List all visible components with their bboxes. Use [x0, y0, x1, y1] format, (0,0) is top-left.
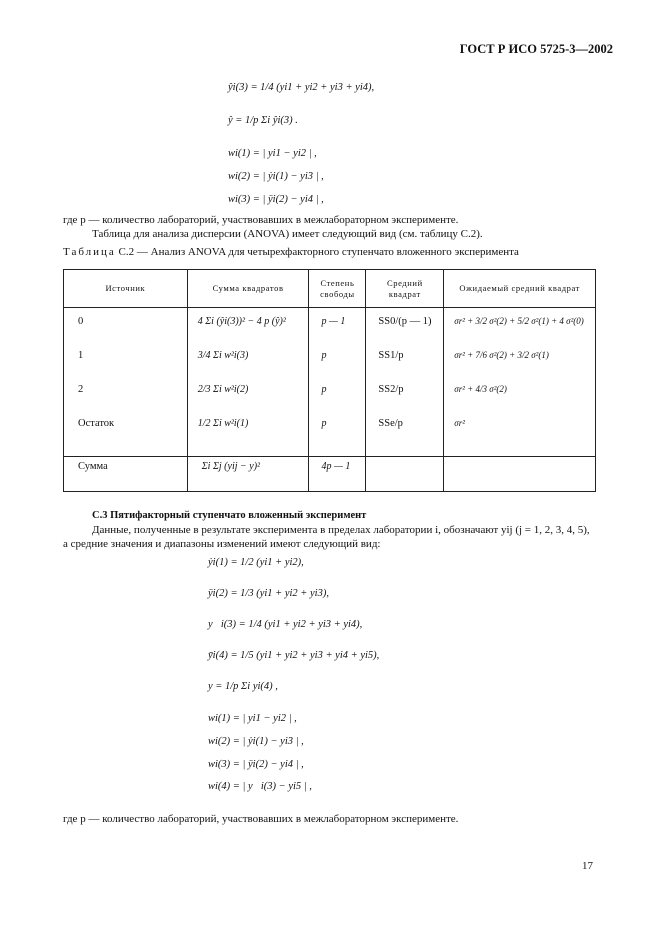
row-ms-3: SSe/p — [378, 418, 403, 429]
row-df-1: p — [321, 350, 327, 361]
equation-y2: ÿi(2) = 1/3 (yi1 + yi2 + yi3), — [208, 588, 329, 599]
equation-bw4: wi(4) = | y⃛i(3) − yi5 | , — [208, 781, 312, 792]
header-mean-square: Средний квадрат — [366, 270, 444, 308]
row-df-3: p — [321, 418, 327, 429]
equation-w2: wi(2) = | ẏi(1) − yi3 | , — [228, 171, 324, 182]
section-para1: Данные, полученные в результате эксперимента в пределах лаборатории i, обозначают yij (j = 1, 2, 3, 4, 5), — [92, 524, 590, 536]
row-ss-1: 3/4 Σi w²i(3) — [197, 350, 249, 361]
table-intro: Таблица для анализа дисперсии (ANOVA) имеет следующий вид (см. таблицу С.2). — [92, 228, 483, 240]
table-caption-label: Таблица — [63, 246, 116, 258]
header-df: Степень свободы — [309, 270, 366, 308]
header-expected-ms: Ожидаемый средний квадрат — [444, 270, 596, 308]
row-ss-3: 1/2 Σi w²i(1) — [197, 418, 249, 429]
section-title: С.3 Пятифакторный ступенчато вложенный эксперимент — [92, 510, 367, 521]
row-source-2: 2 — [78, 384, 84, 395]
table-caption-title: С.2 — Анализ ANOVA для четырехфакторного ступенчато вложенного эксперимента — [118, 246, 519, 258]
row-source-0: 0 — [78, 316, 84, 327]
equation-bw2: wi(2) = | ẏi(1) − yi3 | , — [208, 736, 304, 747]
row-ms-1: SS1/p — [378, 350, 404, 361]
equation-y3: y⃛i(3) = 1/4 (yi1 + yi2 + yi3 + yi4), — [208, 619, 363, 630]
row-ems-3: σr² — [454, 418, 465, 428]
sum-ms-empty — [366, 457, 444, 492]
row-ms-0: SS0/(p — 1) — [378, 316, 432, 327]
equation-bw1: wi(1) = | yi1 − yi2 | , — [208, 713, 297, 724]
sum-ss: Σi Σj (yij − y)² — [187, 457, 309, 492]
equation-y-hat-mean: ŷ = 1/p Σi ŷi(3) . — [228, 115, 298, 126]
equation-y1: ẏi(1) = 1/2 (yi1 + yi2), — [208, 557, 304, 568]
row-ems-0: σr² + 3/2 σ²(2) + 5/2 σ²(1) + 4 σ²(0) — [454, 316, 584, 326]
equation-w1: wi(1) = | yi1 − yi2 | , — [228, 148, 317, 159]
table-body-rows — [64, 308, 596, 457]
sum-df: 4p — 1 — [309, 457, 366, 492]
equation-bw3: wi(3) = | ÿi(2) − yi4 | , — [208, 759, 304, 770]
equation-y4: ȳi(4) = 1/5 (yi1 + yi2 + yi3 + yi4 + yi5), — [208, 650, 380, 661]
equation-y-hat-3: ŷi(3) = 1/4 (yi1 + yi2 + yi3 + yi4), — [228, 82, 375, 93]
equation-w3: wi(3) = | ÿi(2) − yi4 | , — [228, 194, 324, 205]
row-source-1: 1 — [78, 350, 84, 361]
anova-table — [63, 269, 596, 492]
row-source-3: Остаток — [78, 418, 115, 429]
note-labs-2: где p — количество лабораторий, участвовавших в межлабораторном эксперименте. — [63, 813, 459, 825]
sum-ems-empty — [444, 457, 596, 492]
row-ems-2: σr² + 4/3 σ²(2) — [454, 384, 507, 394]
header-source: Источник — [64, 270, 188, 308]
row-ems-1: σr² + 7/6 σ²(2) + 3/2 σ²(1) — [454, 350, 549, 360]
note-labs: где p — количество лабораторий, участвовавших в межлабораторном эксперименте. — [63, 214, 459, 226]
equation-y-mean: y = 1/p Σi yi(4) , — [208, 681, 278, 692]
row-df-0: p — 1 — [321, 316, 346, 327]
page-number: 17 — [582, 860, 593, 872]
header-sum-squares: Сумма квадратов — [187, 270, 309, 308]
standard-header: ГОСТ Р ИСО 5725-3—2002 — [459, 42, 613, 56]
row-df-2: p — [321, 384, 327, 395]
section-para2: а средние значения и диапазоны изменений имеют следующий вид: — [63, 538, 381, 550]
table-sum-row — [64, 457, 596, 492]
table-caption — [63, 246, 519, 258]
table-header-row — [64, 270, 596, 308]
row-ss-0: 4 Σi (ŷi(3))² − 4 p (ŷ)² — [197, 316, 286, 327]
row-ss-2: 2/3 Σi w²i(2) — [197, 384, 249, 395]
row-ms-2: SS2/p — [378, 384, 404, 395]
sum-source: Сумма — [64, 457, 188, 492]
